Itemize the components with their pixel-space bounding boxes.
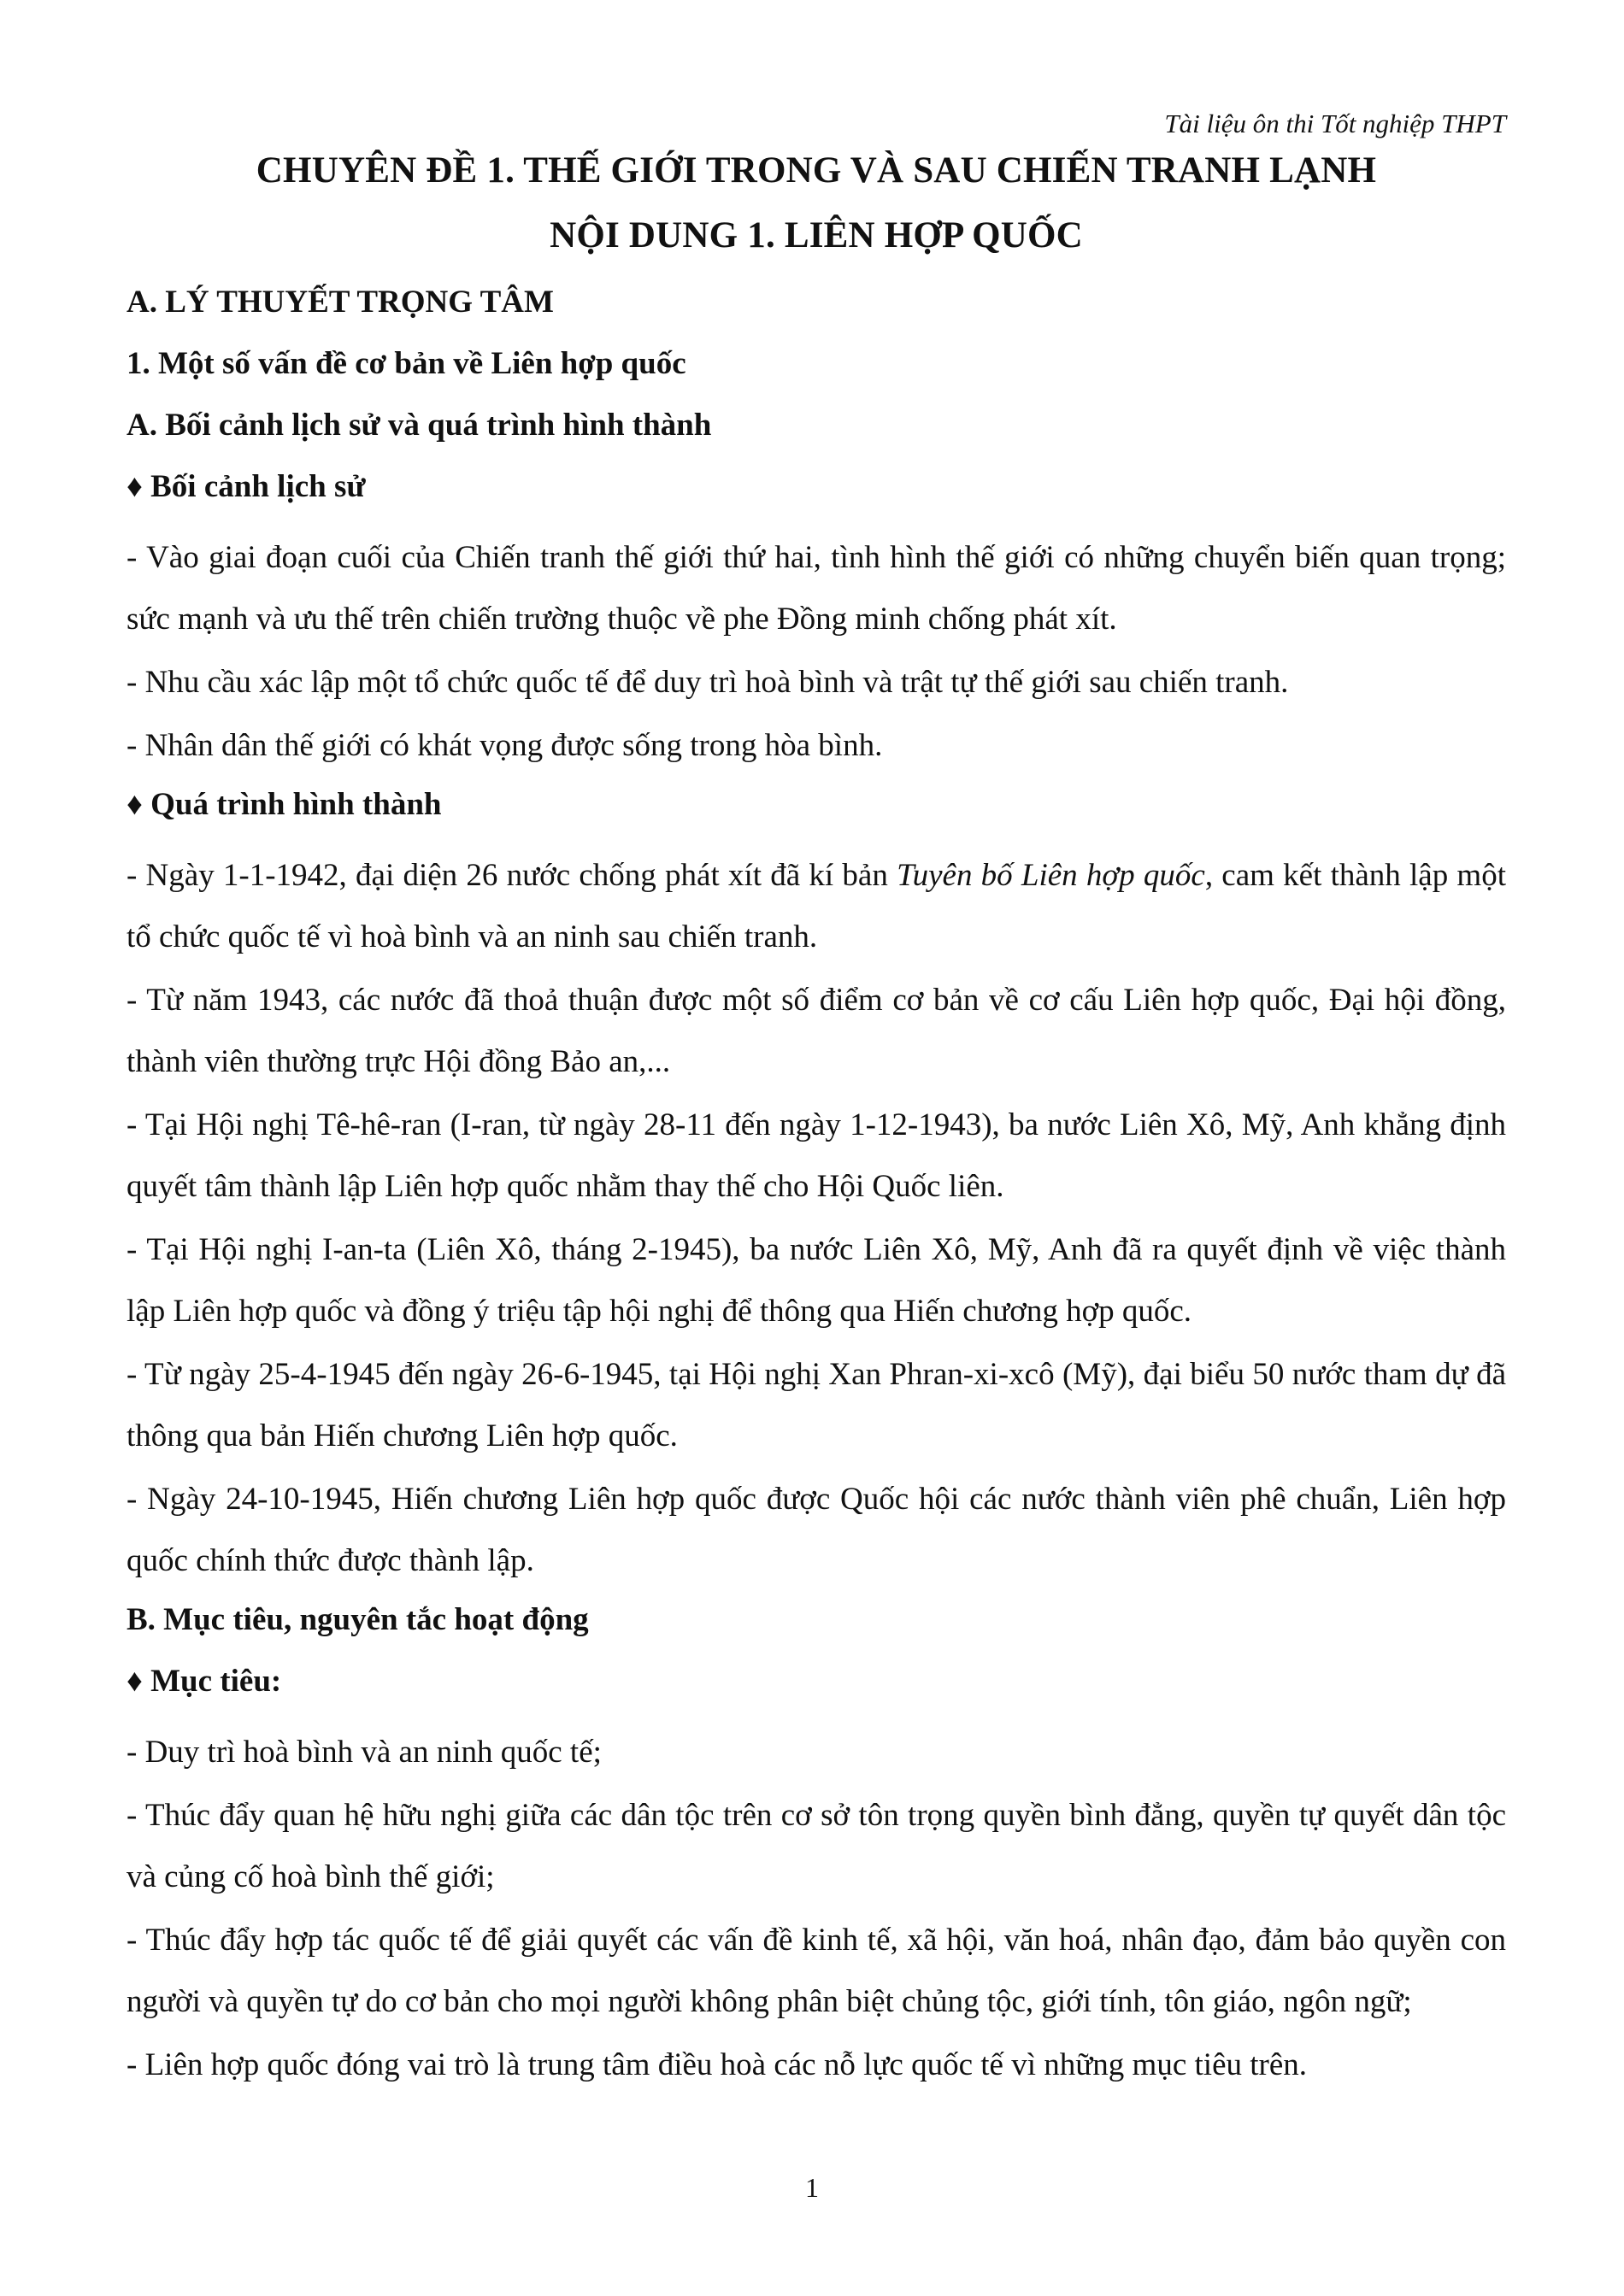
context-paragraph: - Vào giai đoạn cuối của Chiến tranh thế giới thứ hai, tình hình thế giới có những chuyển biến quan trọng; sức mạnh và ưu thế trên chiến trường thuộc về phe Đồng minh chống phát xít. xyxy=(127,540,1506,637)
process-paragraph xyxy=(127,845,1506,968)
process-paragraph: - Từ năm 1943, các nước đã thoả thuận được một số điểm cơ bản về cơ cấu Liên hợp quốc, Đại hội đồng, thành viên thường trực Hội đồng Bảo an,... xyxy=(127,983,1506,1079)
page-number: 1 xyxy=(805,2172,819,2203)
document-title: CHUYÊN ĐỀ 1. THẾ GIỚI TRONG VÀ SAU CHIẾN TRANH LẠNH xyxy=(256,150,1377,191)
goal-paragraph: - Thúc đẩy hợp tác quốc tế để giải quyết các vấn đề kinh tế, xã hội, văn hoá, nhân đạo, đảm bảo quyền con người và quyền tự do cơ bản cho mọi người không phân biệt chủng tộc, giới tính, tôn giáo, ngôn ngữ; xyxy=(127,1923,1506,2019)
section-heading-a: A. LÝ THUYẾT TRỌNG TÂM xyxy=(127,285,554,320)
goal-paragraph: - Duy trì hoà bình và an ninh quốc tế; xyxy=(127,1735,602,1770)
process-paragraph: - Tại Hội nghị Tê-hê-ran (I-ran, từ ngày 28-11 đến ngày 1-12-1943), ba nước Liên Xô, Mỹ, Anh khẳng định quyết tâm thành lập Liên hợp quốc nhằm thay thế cho Hội Quốc liên. xyxy=(127,1107,1506,1204)
declaration-title: Tuyên bố Liên hợp quốc xyxy=(897,858,1205,893)
subsection-heading-b: B. Mục tiêu, nguyên tắc hoạt động xyxy=(127,1602,589,1637)
bullet-heading-process: ♦ Quá trình hình thành xyxy=(127,787,442,822)
subsection-heading-a: A. Bối cảnh lịch sử và quá trình hình thành xyxy=(127,408,712,443)
process-paragraph: - Tại Hội nghị I-an-ta (Liên Xô, tháng 2-1945), ba nước Liên Xô, Mỹ, Anh đã ra quyết định về việc thành lập Liên hợp quốc và đồng ý triệu tập hội nghị để thông qua Hiến chương hợp quốc. xyxy=(127,1232,1506,1329)
goal-paragraph: - Thúc đẩy quan hệ hữu nghị giữa các dân tộc trên cơ sở tôn trọng quyền bình đẳng, quyền tự quyết dân tộc và củng cố hoà bình thế giới; xyxy=(127,1798,1506,1894)
context-paragraph: - Nhân dân thế giới có khát vọng được sống trong hòa bình. xyxy=(127,728,883,763)
process-paragraph: - Ngày 24-10-1945, Hiến chương Liên hợp quốc được Quốc hội các nước thành viên phê chuẩn, Liên hợp quốc chính thức được thành lập. xyxy=(127,1482,1506,1578)
context-paragraph: - Nhu cầu xác lập một tổ chức quốc tế để duy trì hoà bình và trật tự thế giới sau chiến tranh. xyxy=(127,665,1289,700)
goal-paragraph: - Liên hợp quốc đóng vai trò là trung tâm điều hoà các nỗ lực quốc tế vì những mục tiêu trên. xyxy=(127,2047,1308,2082)
process-paragraph: - Từ ngày 25-4-1945 đến ngày 26-6-1945, tại Hội nghị Xan Phran-xi-xcô (Mỹ), đại biểu 50 nước tham dự đã thông qua bản Hiến chương Liên hợp quốc. xyxy=(127,1357,1506,1453)
document-subtitle: NỘI DUNG 1. LIÊN HỢP QUỐC xyxy=(550,215,1083,255)
process-text-before: - Ngày 1-1-1942, đại diện 26 nước chống phát xít đã kí bản xyxy=(127,858,897,893)
bullet-heading-goals: ♦ Mục tiêu: xyxy=(127,1664,282,1699)
bullet-heading-context: ♦ Bối cảnh lịch sử xyxy=(127,469,366,504)
process-text-after: , cam kết thành lập một tổ chức quốc tế vì hoà bình và an ninh sau chiến tranh. xyxy=(127,858,1506,954)
section-heading-1: 1. Một số vấn đề cơ bản về Liên hợp quốc xyxy=(127,346,686,381)
header-note: Tài liệu ôn thi Tốt nghiệp THPT xyxy=(1164,109,1506,138)
